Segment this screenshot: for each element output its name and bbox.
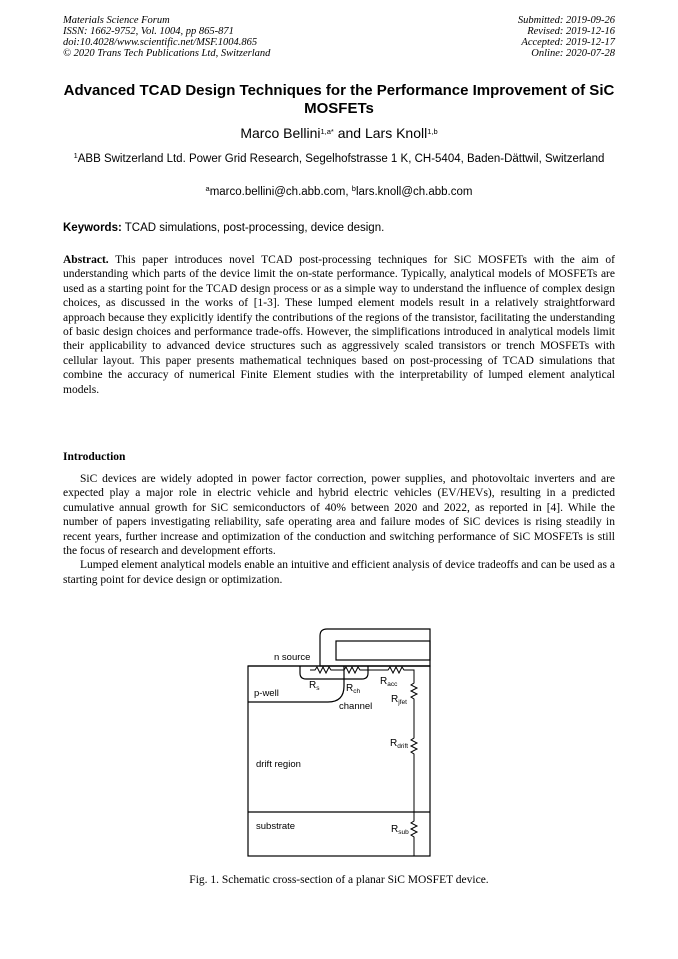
issn-info: ISSN: 1662-9752, Vol. 1004, pp 865-871 <box>63 26 234 37</box>
author-1-superscript: 1,a* <box>320 127 334 136</box>
resistor-rch <box>336 667 368 673</box>
figure-caption: Fig. 1. Schematic cross-section of a planar SiC MOSFET device. <box>189 874 489 886</box>
label-rdrift: $R_{drift}$ <box>390 738 409 750</box>
author-emails <box>63 185 615 199</box>
label-n-source: n source <box>274 652 311 663</box>
resistor-rs <box>310 667 336 673</box>
doi-info[interactable]: doi:10.4028/www.scientific.net/MSF.1004.865 <box>63 37 258 48</box>
gate-oxide <box>336 641 430 660</box>
revised-date: Revised: 2019-12-16 <box>527 26 615 37</box>
author-2-superscript: 1,b <box>427 127 438 136</box>
keywords-text: TCAD simulations, post-processing, device design. <box>121 222 385 234</box>
paper-title: Advanced TCAD Design Techniques for the Performance Improvement of SiC MOSFETs <box>63 82 615 117</box>
abstract-text: This paper introduces novel TCAD post-processing techniques for SiC MOSFETs with the aim of understanding which parts of the device limit the on-state performance. Typically, analytical models of MOSFETs are used as a starting point for the TCAD design process or as a simple way to understand the influence of complex design choices, as discussed in the works of [1-3]. These lumped element models result in a relatively straightforward approach because they explicitly identify the contributions of the regions of the transistor, facilitating the understanding of basic design choices and performance trade-offs. However, the simplifications introduced in analytical models limit their applicability to advanced device structures such as aggressively scaled transistors or trench MOSFETs with cellular layout. This paper presents mathematical techniques based on post-processing of TCAD simulations that combine the accuracy of numerical Finite Element studies with the interpretability of lumped element analytical models. <box>63 254 615 396</box>
email-b-link[interactable]: lars.knoll@ch.abb.com <box>355 186 473 198</box>
label-rs: $R_s$ <box>309 680 320 692</box>
page-header <box>63 15 615 59</box>
label-drift-region: drift region <box>256 759 301 770</box>
label-rjfet: $R_{jfet}$ <box>391 694 407 706</box>
resistor-racc <box>368 667 414 678</box>
resistor-rdrift <box>411 736 417 819</box>
label-channel: channel <box>339 701 373 712</box>
submitted-date: Submitted: 2019-09-26 <box>517 15 615 26</box>
introduction-paragraph-1: SiC devices are widely adopted in power factor correction, power supplies, and photovoltaic inverters and are expected play a major role in electric vehicle and hybrid electric vehicles (EV/HEVs), resulting in a predicted cumulative annual growth for SiC semiconductors of 40% between 2020 and 2022, as reported in [4]. While the number of papers investigating reliability, safe operating area and failure modes of SiC devices is rising steadily in recent years, further increase and optimization of the conduction and switching performance of SiC MOSFETs is still the focus of research and development efforts. <box>63 473 615 558</box>
label-racc: $R_{acc}$ <box>380 676 398 688</box>
author-2-name: Lars Knoll <box>364 125 428 141</box>
author-1-name: Marco Bellini <box>240 125 321 141</box>
affiliation-text: ABB Switzerland Ltd. Power Grid Research, Segelhofstrasse 1 K, CH-5404, Baden-Dättwil, Switzerland <box>77 153 605 165</box>
journal-name: Materials Science Forum <box>63 15 170 26</box>
introduction-paragraph-2: Lumped element analytical models enable an intuitive and efficient analysis of device tradeoffs and can be used as a starting point for device design or optimization. <box>63 559 615 586</box>
online-date: Online: 2020-07-28 <box>531 48 615 59</box>
abstract-label: Abstract. <box>63 254 109 266</box>
label-substrate: substrate <box>256 821 296 832</box>
email-b-superscript: b <box>351 184 356 193</box>
label-p-well: p-well <box>254 688 279 699</box>
email-a-superscript: a <box>205 184 210 193</box>
resistor-rsub <box>411 819 417 856</box>
author-conjunction: and <box>333 125 365 141</box>
mosfet-cross-section-figure <box>240 626 440 862</box>
label-rch: $R_{ch}$ <box>346 683 361 695</box>
affiliation-superscript: 1 <box>73 151 78 160</box>
keywords-section <box>63 221 615 235</box>
mosfet-schematic <box>240 626 440 862</box>
author-list <box>63 125 615 141</box>
abstract-section <box>63 253 615 397</box>
introduction-heading: Introduction <box>63 451 126 463</box>
email-a-link[interactable]: marco.bellini@ch.abb.com <box>209 186 346 198</box>
label-rsub: $R_{sub}$ <box>391 824 409 836</box>
keywords-label: Keywords: <box>63 222 122 234</box>
accepted-date: Accepted: 2019-12-17 <box>521 37 615 48</box>
email-separator: , <box>345 186 352 198</box>
affiliation <box>63 152 615 167</box>
resistor-rjfet <box>411 678 417 736</box>
copyright-info: © 2020 Trans Tech Publications Ltd, Switzerland <box>63 48 271 59</box>
introduction-body <box>63 472 615 587</box>
